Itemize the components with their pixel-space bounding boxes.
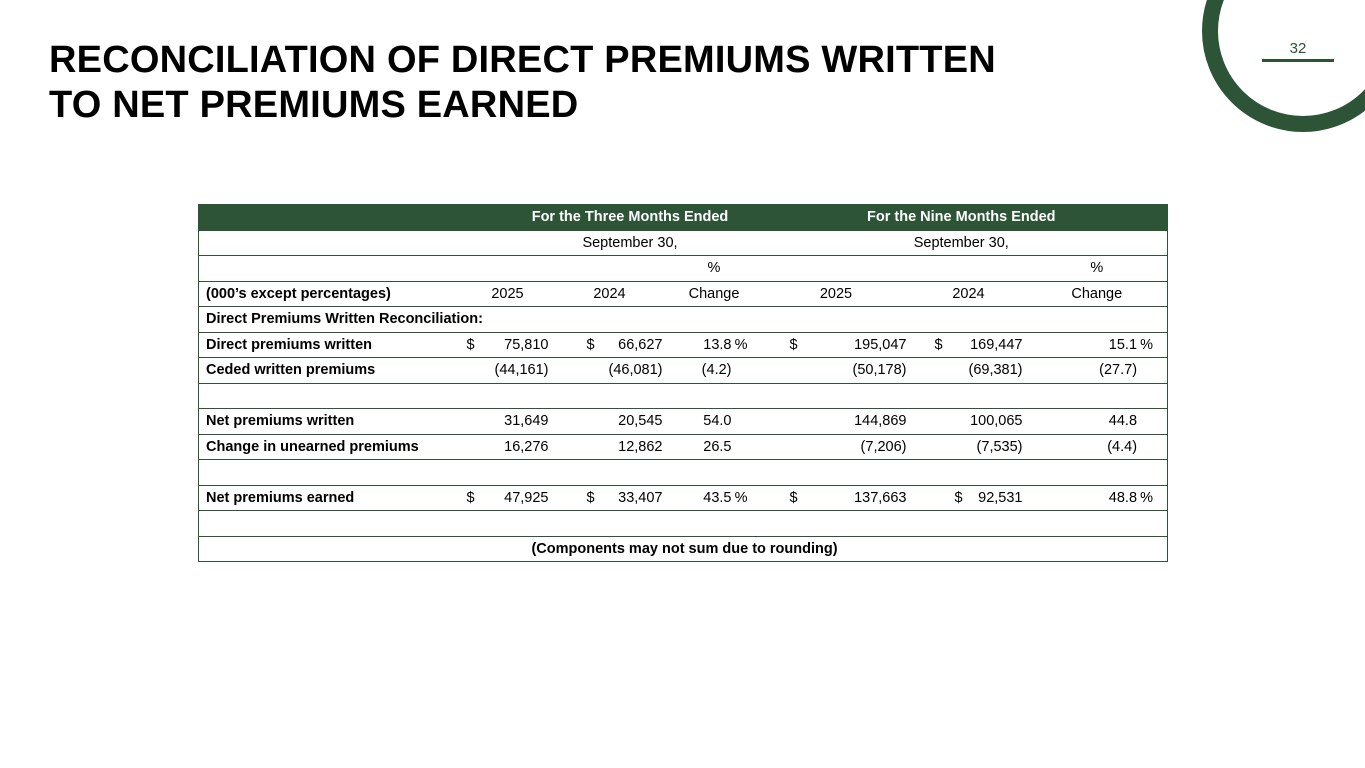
page-title bbox=[49, 38, 996, 128]
page-number: 32 bbox=[1289, 40, 1307, 57]
nine-months-period: September 30, bbox=[762, 230, 1168, 256]
table-row: Change in unearned premiums 16,276 12,862 26.5 (7,206) (7,535) (4.4) bbox=[199, 434, 1168, 460]
table-section-row bbox=[199, 307, 1168, 333]
table-column-header-row bbox=[199, 281, 1168, 307]
pct-header-three: % bbox=[667, 256, 762, 282]
pct-header-nine: % bbox=[1027, 256, 1168, 282]
table-period-row bbox=[199, 230, 1168, 256]
page-number-underline bbox=[1262, 59, 1334, 62]
table-spacer-row bbox=[199, 383, 1168, 409]
table-row: Net premiums written 31,649 20,545 54.0 144,869 100,065 44.8 bbox=[199, 409, 1168, 435]
title-line-1: RECONCILIATION OF DIRECT PREMIUMS WRITTEN bbox=[49, 39, 996, 81]
nine-months-header: For the Nine Months Ended bbox=[762, 205, 1168, 231]
three-months-period: September 30, bbox=[463, 230, 762, 256]
row-label: Change in unearned premiums bbox=[199, 434, 463, 460]
row-label: Net premiums earned bbox=[199, 485, 463, 511]
section-label: Direct Premiums Written Reconciliation: bbox=[199, 307, 1168, 333]
col-q2025: 2025 bbox=[463, 281, 553, 307]
col-qchange: Change bbox=[667, 281, 762, 307]
col-n2024: 2024 bbox=[911, 281, 1027, 307]
table-row: Ceded written premiums (44,161) (46,081) (4.2) (50,178) (69,381) (27.7) bbox=[199, 358, 1168, 384]
table-spacer-row bbox=[199, 511, 1168, 537]
col-n2025: 2025 bbox=[762, 281, 911, 307]
col-nchange: Change bbox=[1027, 281, 1168, 307]
three-months-header: For the Three Months Ended bbox=[463, 205, 762, 231]
row-label: Net premiums written bbox=[199, 409, 463, 435]
table-group-header-row bbox=[199, 205, 1168, 231]
row-label: Direct premiums written bbox=[199, 332, 463, 358]
table-footnote-row bbox=[199, 536, 1168, 562]
table-pct-row bbox=[199, 256, 1168, 282]
decorative-ring bbox=[1202, 0, 1365, 132]
row-label: Ceded written premiums bbox=[199, 358, 463, 384]
table-row: Net premiums earned $ 47,925 $ 33,407 43.5 % $ 137,663 $ 92,531 48.8 % bbox=[199, 485, 1168, 511]
units-label: (000’s except percentages) bbox=[199, 281, 463, 307]
table-row: Direct premiums written $ 75,810 $ 66,627 13.8 % $ 195,047 $ 169,447 15.1 % bbox=[199, 332, 1168, 358]
reconciliation-table bbox=[198, 204, 1168, 562]
title-line-2: TO NET PREMIUMS EARNED bbox=[49, 84, 579, 126]
rounding-footnote: (Components may not sum due to rounding) bbox=[199, 536, 1168, 562]
table-spacer-row bbox=[199, 460, 1168, 486]
col-q2024: 2024 bbox=[553, 281, 667, 307]
